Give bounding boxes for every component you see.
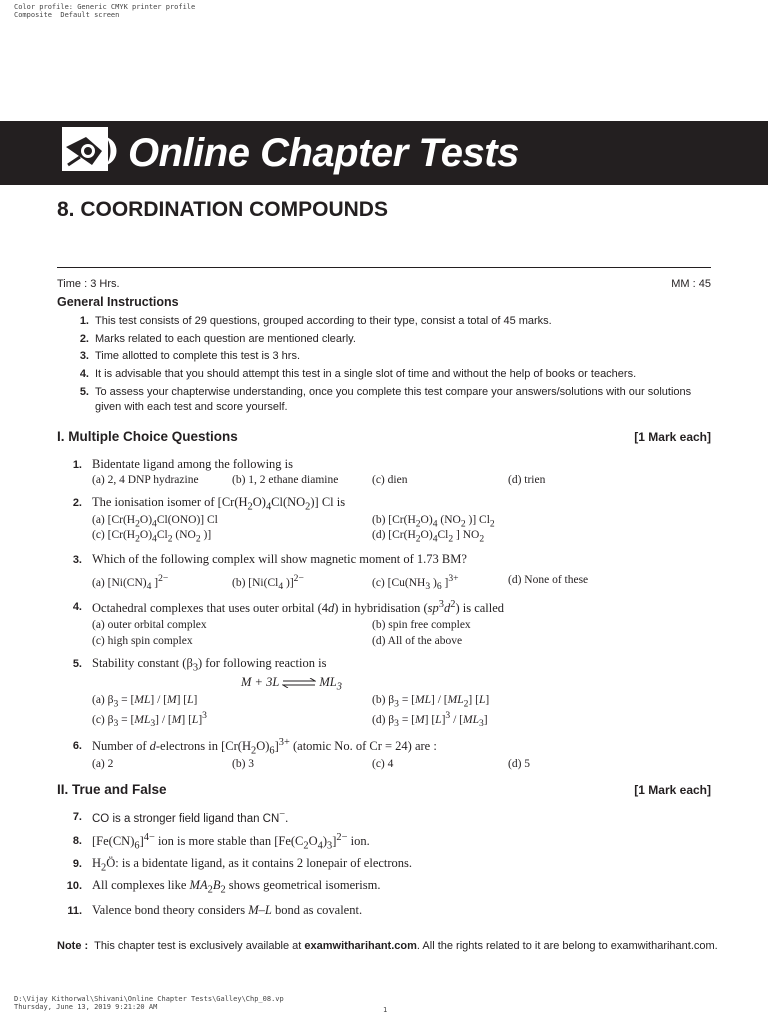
instruction-number: 4. [79,368,89,380]
option-c: (c) [$Cu(NH_3$ )$_6$ ]$^{3+}$ [372,573,459,593]
option-c: (c) 4 [372,758,394,770]
question-text: $[Fe(CN)_6]^{4-}$ ion is more stable than $[Fe(C_2O_4)_3]^{2-}$ ion. [92,832,370,852]
section-marks-mcq: [1 Mark each] [634,430,711,444]
option-c: (c) dien [372,474,408,486]
footer-note: Note : This chapter test is exclusively available at examwitharihant.com. All the rights related to it are belong to examwitharihant.com. [57,940,718,952]
instruction-number: 1. [79,315,89,327]
question-text: Which of the following complex will show magnetic moment of 1.73 BM? [92,552,467,566]
question-text: The ionisation isomer of $[Cr(H_2O)_4Cl(NO_2)]$ Cl is [92,495,346,513]
question-number: 7. [72,811,82,823]
arihant-logo-icon [62,127,120,173]
question-number: 2. [72,497,82,509]
question-number: 11. [67,905,82,917]
option-a: (a) $\beta_3 = [ML] / [M]$ [L] [92,694,198,710]
print-timestamp-line: Thursday, June 13, 2019 9:21:20 AM [14,1003,158,1011]
question-number: 10. [66,880,82,892]
option-c: (c) $\beta_3 = [ML_3] / [M]$ $[L]^3$ [92,710,207,730]
option-c: (c) [$Cr(H_2O)_4Cl_2$ ($NO_2$ )] [92,529,212,545]
instruction-text: To assess your chapterwise understanding, once you complete this test compare your answers/solutions with our solutions given with each test and score yourself. [95,386,692,413]
question-number: 9. [72,858,82,870]
instruction-number: 3. [79,350,89,362]
section-marks-true-false: [1 Mark each] [634,783,711,797]
option-b: (b) 3 [232,758,255,770]
question-text: Valence bond theory considers M–L bond as covalent. [92,903,363,917]
option-d: (d) None of these [508,574,589,586]
question-text: CO is a stronger field ligand than CN−. [92,809,289,826]
section-title-true-false: II. True and False [57,782,167,797]
option-b: (b) [$Cr(H_2O)_4$ ($NO_2$ )] $Cl_2$ [372,514,495,530]
chapter-title: 8. COORDINATION COMPOUNDS [57,198,388,221]
question-text: Octahedral complexes that uses outer orbital (4d) in hybridisation $(sp^3d^2)$ is called [92,599,505,616]
question-number: 3. [72,554,82,566]
page-number: 1 [383,1006,388,1014]
question-number: 5. [72,658,82,670]
option-b: (b) spin free complex [372,619,471,631]
option-a: (a) [$Ni(CN)_4$ ]$^{2-}$ [92,573,169,593]
file-path-line: D:\Vijay Kithorwal\Shivani\Online Chapter Tests\Galley\Chp_08.vp [14,995,284,1003]
option-c: (c) high spin complex [92,635,193,647]
reaction-equation: M + 3L $ML_3$ [241,675,342,693]
option-a: (a) $[Cr(H_2O)_4Cl(ONO)]$ Cl [92,514,218,530]
print-profile-line: Color profile: Generic CMYK printer profile [14,3,196,11]
question-text: Stability constant $(\beta_3)$ for following reaction is [92,656,327,674]
option-a: (a) outer orbital complex [92,619,207,631]
banner-title: Online Chapter Tests [128,131,519,175]
time-allowed: Time : 3 Hrs. [57,278,120,290]
question-text: All complexes like $MA_2B_2$ shows geometrical isomerism. [92,878,381,896]
question-text: Bidentate ligand among the following is [92,457,294,471]
question-number: 1. [72,459,82,471]
instruction-text: Time allotted to complete this test is 3 hrs. [95,350,301,362]
instructions-heading: General Instructions [57,295,179,309]
question-number: 6. [72,740,82,752]
instruction-number: 2. [79,333,89,345]
question-number: 8. [72,835,82,847]
section-title-mcq: I. Multiple Choice Questions [57,429,238,444]
option-b: (b) [$Ni(Cl_4$ )]$^{2-}$ [232,573,304,593]
option-a: (a) 2, 4 DNP hydrazine [92,474,199,486]
banner [0,121,768,185]
equilibrium-arrow-icon [282,678,316,688]
question-text: $H_2Ö$: is a bidentate ligand, as it contains 2 lonepair of electrons. [92,856,413,874]
question-text: Number of d-electrons in $[Cr(H_2O)_6]^{3+}$ (atomic No. of Cr = 24) are : [92,737,437,757]
print-composite-line: Composite Default screen [14,11,120,19]
option-d: (d) [$Cr(H_2O)_4Cl_2$ ] $NO_2$ [372,529,485,545]
instruction-number: 5. [79,386,89,398]
option-b: (b) 1, 2 ethane diamine [232,474,339,486]
option-d: (d) $\beta_3 = [M]$ $[L]^3 / [ML_3]$ [372,710,488,730]
question-number: 4. [72,601,82,613]
option-b: (b) $\beta_3 = [ML] / [ML_2]$ [L] [372,694,490,710]
option-d: (d) All of the above [372,635,463,647]
option-a: (a) 2 [92,758,114,770]
option-d: (d) trien [508,474,546,486]
instruction-text: It is advisable that you should attempt this test in a single slot of time and without the help of books or teachers. [95,368,637,380]
option-d: (d) 5 [508,758,531,770]
note-label: Note : [57,940,89,952]
header-divider [57,267,711,268]
instruction-text: Marks related to each question are mentioned clearly. [95,333,356,345]
instruction-text: This test consists of 29 questions, grouped according to their type, consist a total of 45 marks. [95,315,552,327]
site-link[interactable]: examwitharihant.com [304,940,417,952]
maximum-marks: MM : 45 [671,278,711,290]
